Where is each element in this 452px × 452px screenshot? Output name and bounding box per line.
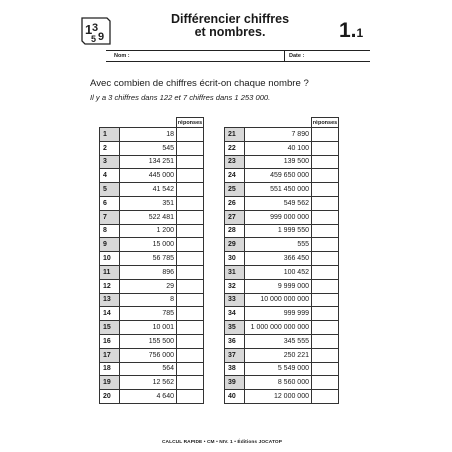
row-number: 10 [100, 252, 120, 266]
answer-cell[interactable] [312, 362, 339, 376]
table-row [225, 183, 339, 197]
answer-cell[interactable] [312, 128, 339, 142]
row-number: 38 [225, 362, 245, 376]
exercise-number [339, 20, 363, 44]
row-number: 36 [225, 334, 245, 348]
answers-header: réponses [312, 119, 338, 126]
table-row [100, 238, 204, 252]
row-number: 40 [225, 390, 245, 404]
number-value: 756 000 [120, 348, 177, 362]
answer-cell[interactable] [312, 196, 339, 210]
number-value: 10 000 000 000 [245, 293, 312, 307]
row-number: 12 [100, 279, 120, 293]
answer-cell[interactable] [312, 376, 339, 390]
table-row [100, 183, 204, 197]
table-row [100, 362, 204, 376]
number-value: 139 500 [245, 155, 312, 169]
answer-cell[interactable] [177, 376, 204, 390]
number-value: 155 500 [120, 334, 177, 348]
table-row [100, 279, 204, 293]
divider [284, 51, 285, 61]
answer-cell[interactable] [177, 279, 204, 293]
table-row [100, 196, 204, 210]
table-row [100, 390, 204, 404]
answer-cell[interactable] [177, 348, 204, 362]
answer-cell[interactable] [312, 293, 339, 307]
table-row [225, 128, 339, 142]
answer-cell[interactable] [177, 362, 204, 376]
row-number: 30 [225, 252, 245, 266]
table-row [100, 224, 204, 238]
answer-cell[interactable] [312, 210, 339, 224]
table-row [100, 321, 204, 335]
answer-cell[interactable] [177, 196, 204, 210]
row-number: 27 [225, 210, 245, 224]
number-value: 10 001 [120, 321, 177, 335]
answer-cell[interactable] [312, 238, 339, 252]
svg-text:9: 9 [98, 31, 105, 43]
number-value: 7 890 [245, 128, 312, 142]
number-value: 366 450 [245, 252, 312, 266]
number-value: 785 [120, 307, 177, 321]
footer: CALCUL RAPIDE • CM • NIV. 1 • Éditions JOCATOP [161, 440, 283, 445]
table-row [225, 141, 339, 155]
answer-cell[interactable] [177, 293, 204, 307]
answer-cell[interactable] [312, 307, 339, 321]
row-number: 24 [225, 169, 245, 183]
row-number: 39 [225, 376, 245, 390]
answer-cell[interactable] [177, 321, 204, 335]
table-row [100, 293, 204, 307]
table-row [225, 210, 339, 224]
table-row [225, 334, 339, 348]
number-value: 1 000 000 000 000 [245, 321, 312, 335]
table-row [225, 252, 339, 266]
row-number: 29 [225, 238, 245, 252]
answer-cell[interactable] [312, 321, 339, 335]
number-value: 40 100 [245, 141, 312, 155]
table-row [100, 307, 204, 321]
number-value: 896 [120, 265, 177, 279]
number-value: 1 999 550 [245, 224, 312, 238]
logo-icon [79, 14, 113, 48]
instruction: Avec combien de chiffres écrit-on chaque nombre ? [90, 78, 309, 89]
row-number: 22 [225, 141, 245, 155]
table-row [225, 321, 339, 335]
answer-cell[interactable] [312, 183, 339, 197]
example: Il y a 3 chiffres dans 122 et 7 chiffres dans 1 253 000. [90, 93, 271, 102]
answer-cell[interactable] [177, 183, 204, 197]
number-value: 4 640 [120, 390, 177, 404]
page-title [125, 13, 335, 39]
number-value: 18 [120, 128, 177, 142]
table-row [225, 155, 339, 169]
answer-cell[interactable] [312, 169, 339, 183]
answer-cell[interactable] [177, 141, 204, 155]
table-row [225, 265, 339, 279]
table-row [225, 293, 339, 307]
row-number: 37 [225, 348, 245, 362]
number-value: 15 000 [120, 238, 177, 252]
row-number: 28 [225, 224, 245, 238]
table-row [100, 348, 204, 362]
number-value: 134 251 [120, 155, 177, 169]
row-number: 35 [225, 321, 245, 335]
number-value: 345 555 [245, 334, 312, 348]
row-number: 2 [100, 141, 120, 155]
row-number: 1 [100, 128, 120, 142]
table-row [225, 279, 339, 293]
number-value: 100 452 [245, 265, 312, 279]
number-value: 8 [120, 293, 177, 307]
row-number: 16 [100, 334, 120, 348]
answer-cell[interactable] [312, 348, 339, 362]
row-number: 34 [225, 307, 245, 321]
answer-cell[interactable] [177, 252, 204, 266]
answer-cell[interactable] [312, 334, 339, 348]
number-value: 12 000 000 [245, 390, 312, 404]
row-number: 9 [100, 238, 120, 252]
answer-cell[interactable] [177, 334, 204, 348]
worksheet [68, 6, 376, 448]
table-row [225, 376, 339, 390]
answer-cell[interactable] [312, 141, 339, 155]
number-value: 999 999 [245, 307, 312, 321]
table-row [100, 141, 204, 155]
table-row [225, 390, 339, 404]
answer-cell[interactable] [177, 238, 204, 252]
table-row [225, 307, 339, 321]
table-row [225, 362, 339, 376]
row-number: 21 [225, 128, 245, 142]
row-number: 26 [225, 196, 245, 210]
number-value: 250 221 [245, 348, 312, 362]
number-value: 459 650 000 [245, 169, 312, 183]
header [70, 8, 372, 46]
answer-cell[interactable] [177, 390, 204, 404]
table-row [100, 128, 204, 142]
row-number: 5 [100, 183, 120, 197]
number-value: 8 560 000 [245, 376, 312, 390]
answer-cell[interactable] [177, 265, 204, 279]
svg-text:5: 5 [91, 34, 97, 44]
table-row [100, 252, 204, 266]
svg-text:3: 3 [92, 22, 99, 34]
number-value: 1 200 [120, 224, 177, 238]
row-number: 3 [100, 155, 120, 169]
table-row [225, 196, 339, 210]
name-date-bar [106, 50, 370, 62]
row-number: 7 [100, 210, 120, 224]
table-row [225, 348, 339, 362]
answer-cell[interactable] [177, 169, 204, 183]
answer-cell[interactable] [312, 252, 339, 266]
row-number: 13 [100, 293, 120, 307]
number-value: 555 [245, 238, 312, 252]
number-value: 29 [120, 279, 177, 293]
title-line-1: Différencier chiffres [170, 12, 290, 26]
number-value: 445 000 [120, 169, 177, 183]
table-row [100, 169, 204, 183]
svg-text:1: 1 [85, 22, 93, 37]
answer-cell[interactable] [177, 128, 204, 142]
answer-cell[interactable] [312, 224, 339, 238]
number-value: 999 000 000 [245, 210, 312, 224]
number-value: 56 785 [120, 252, 177, 266]
row-number: 32 [225, 279, 245, 293]
answer-cell[interactable] [177, 155, 204, 169]
number-value: 522 481 [120, 210, 177, 224]
row-number: 19 [100, 376, 120, 390]
table-row [225, 238, 339, 252]
row-number: 23 [225, 155, 245, 169]
row-number: 33 [225, 293, 245, 307]
number-value: 545 [120, 141, 177, 155]
table-row [100, 265, 204, 279]
exercise-sub: 1 [356, 26, 364, 40]
answer-cell[interactable] [312, 265, 339, 279]
row-number: 14 [100, 307, 120, 321]
row-number: 20 [100, 390, 120, 404]
answer-cell[interactable] [312, 279, 339, 293]
answer-cell[interactable] [177, 210, 204, 224]
right-table [224, 117, 339, 404]
date-label: Date : [289, 52, 305, 59]
table-row [100, 155, 204, 169]
table-row [100, 334, 204, 348]
answer-cell[interactable] [177, 307, 204, 321]
number-value: 41 542 [120, 183, 177, 197]
table-row [225, 224, 339, 238]
left-table [99, 117, 204, 404]
table-row [225, 169, 339, 183]
row-number: 15 [100, 321, 120, 335]
row-number: 18 [100, 362, 120, 376]
title-line-2: et nombres. [194, 25, 266, 39]
table-row [100, 210, 204, 224]
answer-cell[interactable] [312, 390, 339, 404]
number-value: 549 562 [245, 196, 312, 210]
row-number: 31 [225, 265, 245, 279]
exercise-main: 1. [339, 19, 357, 42]
row-number: 17 [100, 348, 120, 362]
row-number: 6 [100, 196, 120, 210]
row-number: 11 [100, 265, 120, 279]
row-number: 8 [100, 224, 120, 238]
answer-cell[interactable] [312, 155, 339, 169]
table-row [100, 376, 204, 390]
number-value: 351 [120, 196, 177, 210]
row-number: 4 [100, 169, 120, 183]
answers-header: réponses [177, 119, 203, 126]
number-value: 9 999 000 [245, 279, 312, 293]
row-number: 25 [225, 183, 245, 197]
answer-cell[interactable] [177, 224, 204, 238]
name-label: Nom : [114, 52, 130, 59]
number-value: 12 562 [120, 376, 177, 390]
number-value: 564 [120, 362, 177, 376]
number-value: 5 549 000 [245, 362, 312, 376]
number-value: 551 450 000 [245, 183, 312, 197]
